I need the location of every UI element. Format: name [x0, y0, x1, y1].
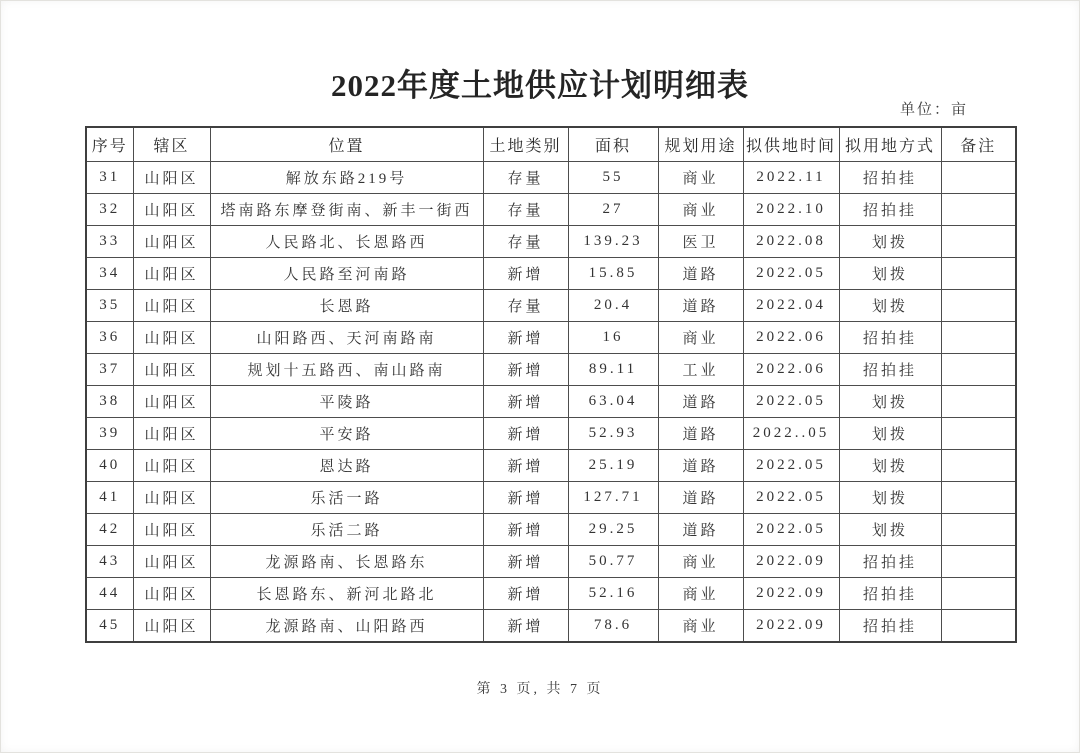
table-row: [86, 418, 1016, 450]
cell-remark: [941, 290, 1016, 322]
cell-supply-time: 2022.09: [743, 546, 839, 578]
cell-supply-method: 划拨: [839, 226, 941, 258]
cell-planned-use: 道路: [658, 258, 743, 290]
cell-index: 34: [86, 258, 133, 290]
cell-location: 龙源路南、长恩路东: [210, 546, 483, 578]
cell-remark: [941, 226, 1016, 258]
table-row: [86, 386, 1016, 418]
cell-location: 平陵路: [210, 386, 483, 418]
cell-area: 89.11: [568, 354, 658, 386]
cell-area: 52.93: [568, 418, 658, 450]
cell-location: 规划十五路西、南山路南: [210, 354, 483, 386]
cell-planned-use: 道路: [658, 514, 743, 546]
cell-district: 山阳区: [133, 514, 210, 546]
cell-land-type: 新增: [483, 386, 568, 418]
cell-district: 山阳区: [133, 226, 210, 258]
table-row: [86, 514, 1016, 546]
cell-location: 平安路: [210, 418, 483, 450]
cell-supply-time: 2022.05: [743, 386, 839, 418]
cell-land-type: 新增: [483, 450, 568, 482]
cell-area: 52.16: [568, 578, 658, 610]
cell-location: 山阳路西、天河南路南: [210, 322, 483, 354]
cell-district: 山阳区: [133, 482, 210, 514]
cell-index: 35: [86, 290, 133, 322]
cell-index: 31: [86, 162, 133, 194]
cell-supply-time: 2022.05: [743, 450, 839, 482]
cell-remark: [941, 258, 1016, 290]
cell-location: 解放东路219号: [210, 162, 483, 194]
cell-supply-time: 2022.04: [743, 290, 839, 322]
cell-district: 山阳区: [133, 162, 210, 194]
cell-land-type: 新增: [483, 418, 568, 450]
cell-supply-method: 划拨: [839, 482, 941, 514]
cell-location: 龙源路南、山阳路西: [210, 610, 483, 643]
column-header: 拟供地时间: [743, 127, 839, 162]
cell-planned-use: 工业: [658, 354, 743, 386]
cell-district: 山阳区: [133, 354, 210, 386]
cell-supply-method: 招拍挂: [839, 610, 941, 643]
cell-index: 36: [86, 322, 133, 354]
cell-index: 38: [86, 386, 133, 418]
cell-remark: [941, 322, 1016, 354]
cell-remark: [941, 514, 1016, 546]
cell-area: 78.6: [568, 610, 658, 643]
cell-location: 人民路至河南路: [210, 258, 483, 290]
cell-supply-time: 2022.10: [743, 194, 839, 226]
cell-planned-use: 商业: [658, 162, 743, 194]
cell-location: 恩达路: [210, 450, 483, 482]
cell-land-type: 新增: [483, 354, 568, 386]
cell-planned-use: 商业: [658, 322, 743, 354]
cell-location: 乐活一路: [210, 482, 483, 514]
table-row: [86, 194, 1016, 226]
table-row: [86, 610, 1016, 643]
column-header: 规划用途: [658, 127, 743, 162]
cell-remark: [941, 386, 1016, 418]
cell-area: 50.77: [568, 546, 658, 578]
page-number-footer: 第 3 页, 共 7 页: [476, 682, 604, 697]
cell-planned-use: 商业: [658, 546, 743, 578]
cell-index: 45: [86, 610, 133, 643]
cell-planned-use: 道路: [658, 482, 743, 514]
cell-supply-method: 划拨: [839, 290, 941, 322]
cell-district: 山阳区: [133, 322, 210, 354]
cell-remark: [941, 578, 1016, 610]
cell-land-type: 新增: [483, 546, 568, 578]
cell-supply-method: 划拨: [839, 514, 941, 546]
cell-supply-method: 划拨: [839, 418, 941, 450]
cell-supply-time: 2022.11: [743, 162, 839, 194]
cell-land-type: 新增: [483, 578, 568, 610]
cell-area: 55: [568, 162, 658, 194]
cell-area: 20.4: [568, 290, 658, 322]
cell-supply-method: 划拨: [839, 386, 941, 418]
cell-location: 人民路北、长恩路西: [210, 226, 483, 258]
cell-land-type: 新增: [483, 482, 568, 514]
cell-location: 长恩路东、新河北路北: [210, 578, 483, 610]
table-row: [86, 226, 1016, 258]
cell-land-type: 存量: [483, 194, 568, 226]
cell-district: 山阳区: [133, 386, 210, 418]
cell-index: 42: [86, 514, 133, 546]
cell-district: 山阳区: [133, 450, 210, 482]
cell-index: 32: [86, 194, 133, 226]
cell-area: 139.23: [568, 226, 658, 258]
table-row: [86, 290, 1016, 322]
cell-supply-time: 2022.06: [743, 354, 839, 386]
cell-index: 43: [86, 546, 133, 578]
cell-area: 16: [568, 322, 658, 354]
column-header: 序号: [86, 127, 133, 162]
cell-remark: [941, 482, 1016, 514]
cell-remark: [941, 354, 1016, 386]
column-header: 面积: [568, 127, 658, 162]
cell-index: 40: [86, 450, 133, 482]
cell-supply-time: 2022..05: [743, 418, 839, 450]
cell-location: 乐活二路: [210, 514, 483, 546]
column-header: 辖区: [133, 127, 210, 162]
cell-land-type: 存量: [483, 290, 568, 322]
column-header: 位置: [210, 127, 483, 162]
cell-land-type: 新增: [483, 514, 568, 546]
cell-area: 27: [568, 194, 658, 226]
table-row: [86, 482, 1016, 514]
table-row: [86, 546, 1016, 578]
table-header-row: [86, 127, 1016, 162]
cell-land-type: 新增: [483, 258, 568, 290]
cell-district: 山阳区: [133, 258, 210, 290]
cell-land-type: 存量: [483, 162, 568, 194]
table-row: [86, 450, 1016, 482]
column-header: 拟用地方式: [839, 127, 941, 162]
cell-area: 29.25: [568, 514, 658, 546]
cell-area: 127.71: [568, 482, 658, 514]
cell-area: 25.19: [568, 450, 658, 482]
cell-planned-use: 道路: [658, 386, 743, 418]
cell-supply-method: 划拨: [839, 258, 941, 290]
cell-supply-method: 招拍挂: [839, 578, 941, 610]
cell-supply-method: 划拨: [839, 450, 941, 482]
table-row: [86, 578, 1016, 610]
land-supply-table: [85, 126, 1017, 643]
cell-supply-method: 招拍挂: [839, 354, 941, 386]
cell-remark: [941, 610, 1016, 643]
table-row: [86, 322, 1016, 354]
cell-district: 山阳区: [133, 194, 210, 226]
cell-planned-use: 道路: [658, 450, 743, 482]
cell-planned-use: 道路: [658, 418, 743, 450]
cell-remark: [941, 162, 1016, 194]
cell-supply-method: 招拍挂: [839, 546, 941, 578]
cell-index: 41: [86, 482, 133, 514]
cell-supply-time: 2022.05: [743, 514, 839, 546]
column-header: 土地类别: [483, 127, 568, 162]
cell-district: 山阳区: [133, 418, 210, 450]
cell-district: 山阳区: [133, 546, 210, 578]
cell-remark: [941, 418, 1016, 450]
cell-supply-time: 2022.09: [743, 578, 839, 610]
cell-location: 长恩路: [210, 290, 483, 322]
table-body: [86, 162, 1016, 643]
unit-note: 单位：亩: [900, 102, 969, 118]
cell-supply-method: 招拍挂: [839, 194, 941, 226]
cell-planned-use: 医卫: [658, 226, 743, 258]
cell-land-type: 新增: [483, 322, 568, 354]
column-header: 备注: [941, 127, 1016, 162]
table-row: [86, 354, 1016, 386]
cell-remark: [941, 194, 1016, 226]
cell-supply-time: 2022.05: [743, 258, 839, 290]
cell-planned-use: 商业: [658, 194, 743, 226]
cell-land-type: 新增: [483, 610, 568, 643]
cell-supply-time: 2022.08: [743, 226, 839, 258]
cell-planned-use: 商业: [658, 610, 743, 643]
cell-district: 山阳区: [133, 290, 210, 322]
cell-supply-method: 招拍挂: [839, 322, 941, 354]
cell-area: 63.04: [568, 386, 658, 418]
table-row: [86, 258, 1016, 290]
cell-supply-time: 2022.05: [743, 482, 839, 514]
cell-area: 15.85: [568, 258, 658, 290]
cell-remark: [941, 546, 1016, 578]
cell-index: 33: [86, 226, 133, 258]
cell-index: 44: [86, 578, 133, 610]
cell-location: 塔南路东摩登街南、新丰一街西: [210, 194, 483, 226]
cell-land-type: 存量: [483, 226, 568, 258]
cell-index: 37: [86, 354, 133, 386]
cell-planned-use: 商业: [658, 578, 743, 610]
cell-supply-time: 2022.06: [743, 322, 839, 354]
cell-supply-time: 2022.09: [743, 610, 839, 643]
cell-supply-method: 招拍挂: [839, 162, 941, 194]
cell-planned-use: 道路: [658, 290, 743, 322]
table-row: [86, 162, 1016, 194]
cell-district: 山阳区: [133, 578, 210, 610]
cell-index: 39: [86, 418, 133, 450]
cell-district: 山阳区: [133, 610, 210, 643]
cell-remark: [941, 450, 1016, 482]
document-title: 2022年度土地供应计划明细表: [331, 68, 749, 103]
